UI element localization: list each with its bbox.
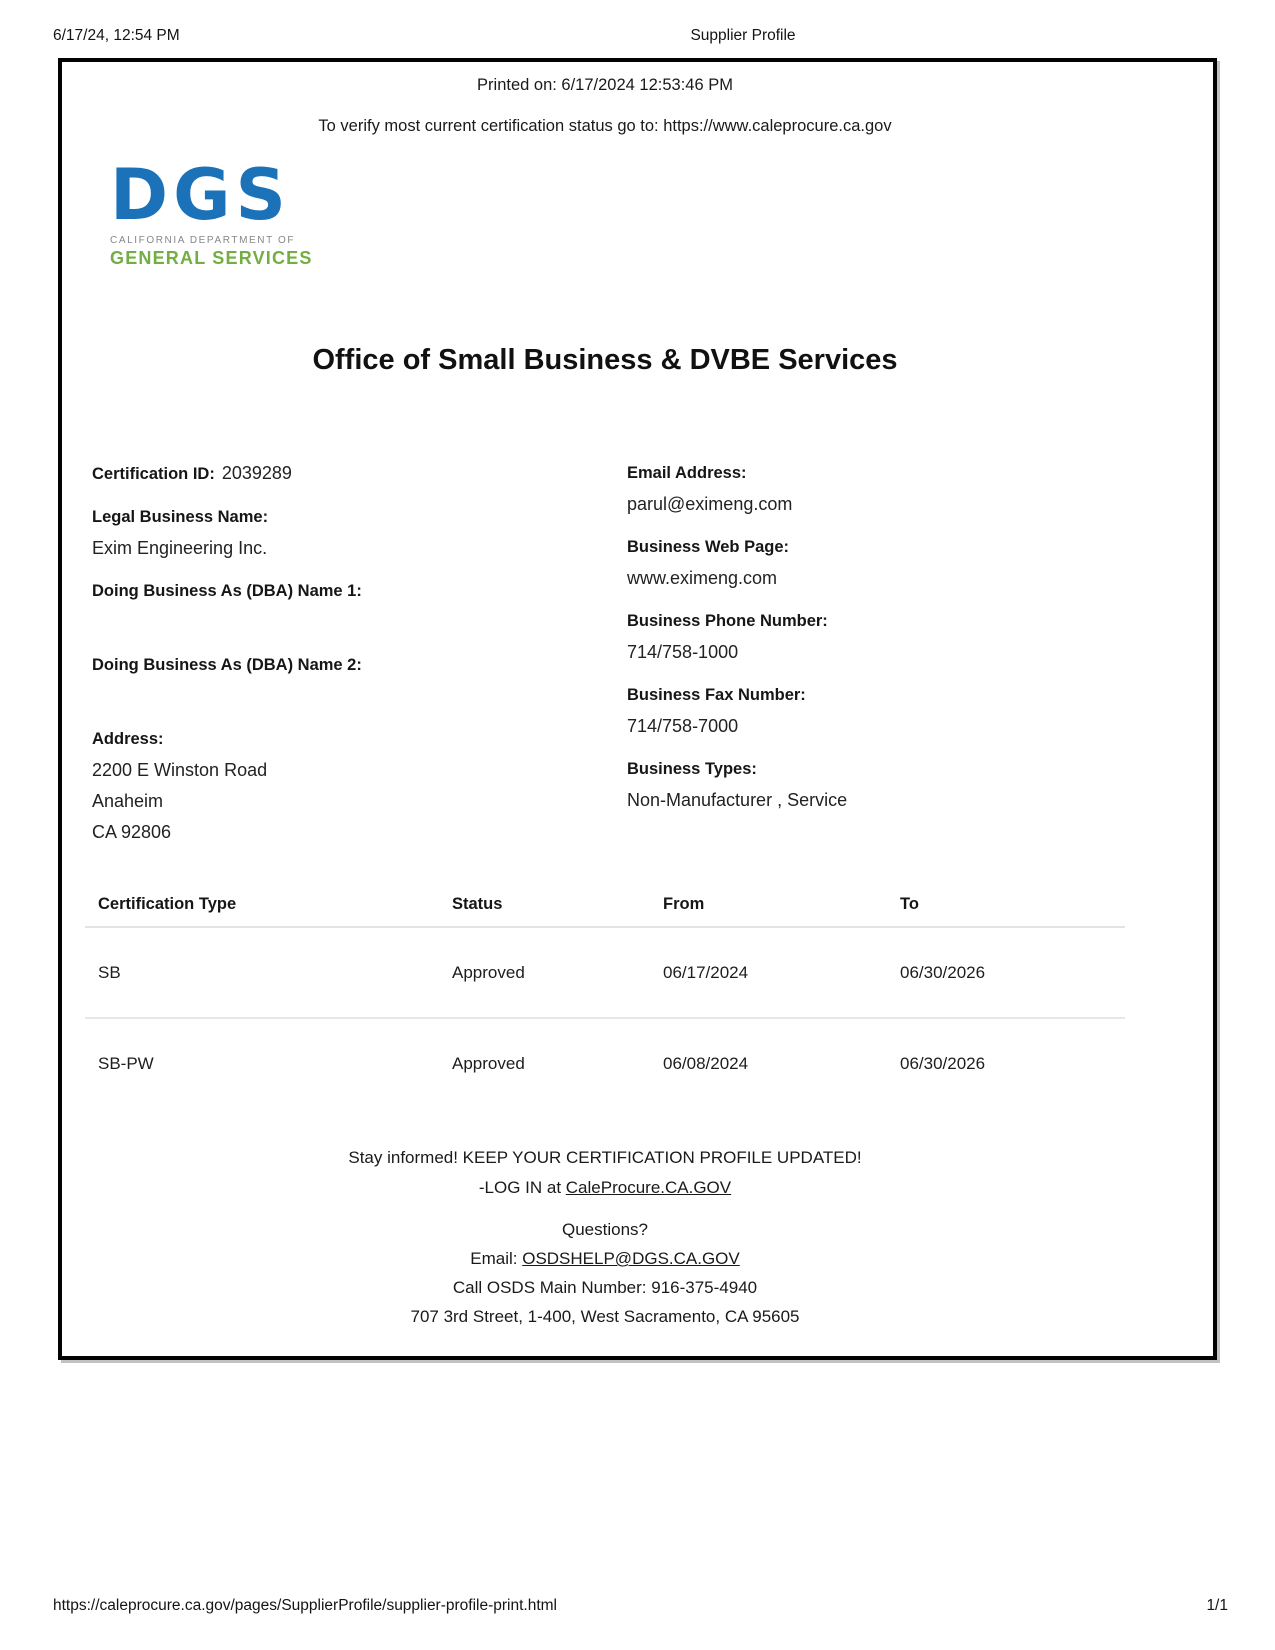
field-label: Business Web Page: (627, 538, 789, 556)
field-group (627, 754, 1117, 816)
column-header: From (650, 882, 887, 927)
field-value: parul@eximeng.com (627, 494, 793, 514)
verify-status-line: To verify most current certification status go to: https://www.caleprocure.ca.gov (318, 117, 892, 135)
field-group (92, 502, 592, 564)
print-footer-url: https://caleprocure.ca.gov/pages/SupplierProfile/supplier-profile-print.html (53, 1597, 557, 1614)
table-cell: 06/17/2024 (650, 927, 887, 1018)
info-column-right (627, 458, 1117, 828)
osds-address-line: 707 3rd Street, 1-400, West Sacramento, CA 95605 (410, 1307, 800, 1326)
field-group (92, 650, 592, 712)
field-label: Business Phone Number: (627, 612, 828, 630)
field-value (92, 607, 592, 638)
table-cell: Approved (439, 927, 650, 1018)
field-value: Anaheim (92, 791, 164, 811)
questions-line: Questions? (562, 1220, 648, 1239)
field-value: 714/758-7000 (627, 716, 739, 736)
field-group (627, 680, 1117, 742)
email-prefix: Email: (470, 1249, 523, 1268)
field-inline-row (92, 458, 592, 490)
column-header: Status (439, 882, 650, 927)
field-value: Exim Engineering Inc. (92, 538, 268, 558)
field-group (92, 724, 592, 848)
email-line (62, 1244, 1148, 1273)
caleprocure-link[interactable]: CaleProcure.CA.GOV (565, 1178, 732, 1197)
field-group (92, 576, 592, 638)
info-column-left (92, 458, 592, 860)
field-group (627, 458, 1117, 520)
field-label: Business Types: (627, 760, 757, 778)
dgs-logo (110, 154, 313, 269)
field-label: Certification ID: (92, 465, 215, 483)
table-cell: 06/30/2026 (900, 1054, 986, 1073)
table-header-row (85, 882, 1125, 927)
field-label: Doing Business As (DBA) Name 2: (92, 656, 362, 674)
print-header-title: Supplier Profile (690, 27, 796, 44)
call-line: Call OSDS Main Number: 916-375-4940 (452, 1278, 758, 1297)
print-footer-page-number: 1/1 (1206, 1597, 1228, 1614)
column-header: Certification Type (85, 882, 439, 927)
field-group (92, 458, 592, 490)
field-value: CA 92806 (92, 822, 172, 842)
table-cell: SB (85, 927, 439, 1018)
print-header-datetime: 6/17/24, 12:54 PM (53, 27, 180, 44)
table-cell: 06/08/2024 (663, 1054, 749, 1073)
table-cell: 06/30/2026 (887, 927, 1125, 1018)
table-row (85, 927, 1125, 1018)
field-value: 2039289 (221, 463, 292, 483)
field-label: Legal Business Name: (92, 508, 269, 526)
table-cell: SB-PW (98, 1054, 154, 1073)
field-label: Business Fax Number: (627, 686, 806, 704)
field-value (92, 681, 592, 712)
field-label: Email Address: (627, 464, 747, 482)
login-line (62, 1173, 1148, 1203)
stay-informed-line: Stay informed! KEEP YOUR CERTIFICATION PROFILE UPDATED! (348, 1148, 862, 1167)
supplier-profile-document (58, 58, 1217, 1360)
table-row (85, 1018, 1125, 1109)
field-label: Doing Business As (DBA) Name 1: (92, 582, 362, 600)
osds-email-link[interactable]: OSDSHELP@DGS.CA.GOV (522, 1249, 740, 1268)
table-cell: Approved (452, 1054, 525, 1073)
field-value: 714/758-1000 (627, 642, 739, 662)
dgs-logo-acronym: DGS (110, 154, 291, 236)
field-group (627, 606, 1117, 668)
document-footer (62, 1143, 1148, 1331)
dgs-logo-department-line: CALIFORNIA DEPARTMENT OF (110, 234, 296, 246)
field-group (627, 532, 1117, 594)
login-prefix: -LOG IN at (478, 1178, 566, 1197)
page-title: Office of Small Business & DVBE Services (312, 344, 898, 376)
questions-block (62, 1215, 1148, 1331)
dgs-logo-services-line: GENERAL SERVICES (110, 247, 313, 268)
field-value: www.eximeng.com (627, 568, 778, 588)
certification-table (85, 882, 1125, 1109)
field-value: 2200 E Winston Road (92, 760, 268, 780)
column-header: To (887, 882, 1125, 927)
field-value: Non-Manufacturer , Service (627, 790, 848, 810)
field-label: Address: (92, 730, 164, 748)
printed-on-line: Printed on: 6/17/2024 12:53:46 PM (477, 76, 733, 94)
